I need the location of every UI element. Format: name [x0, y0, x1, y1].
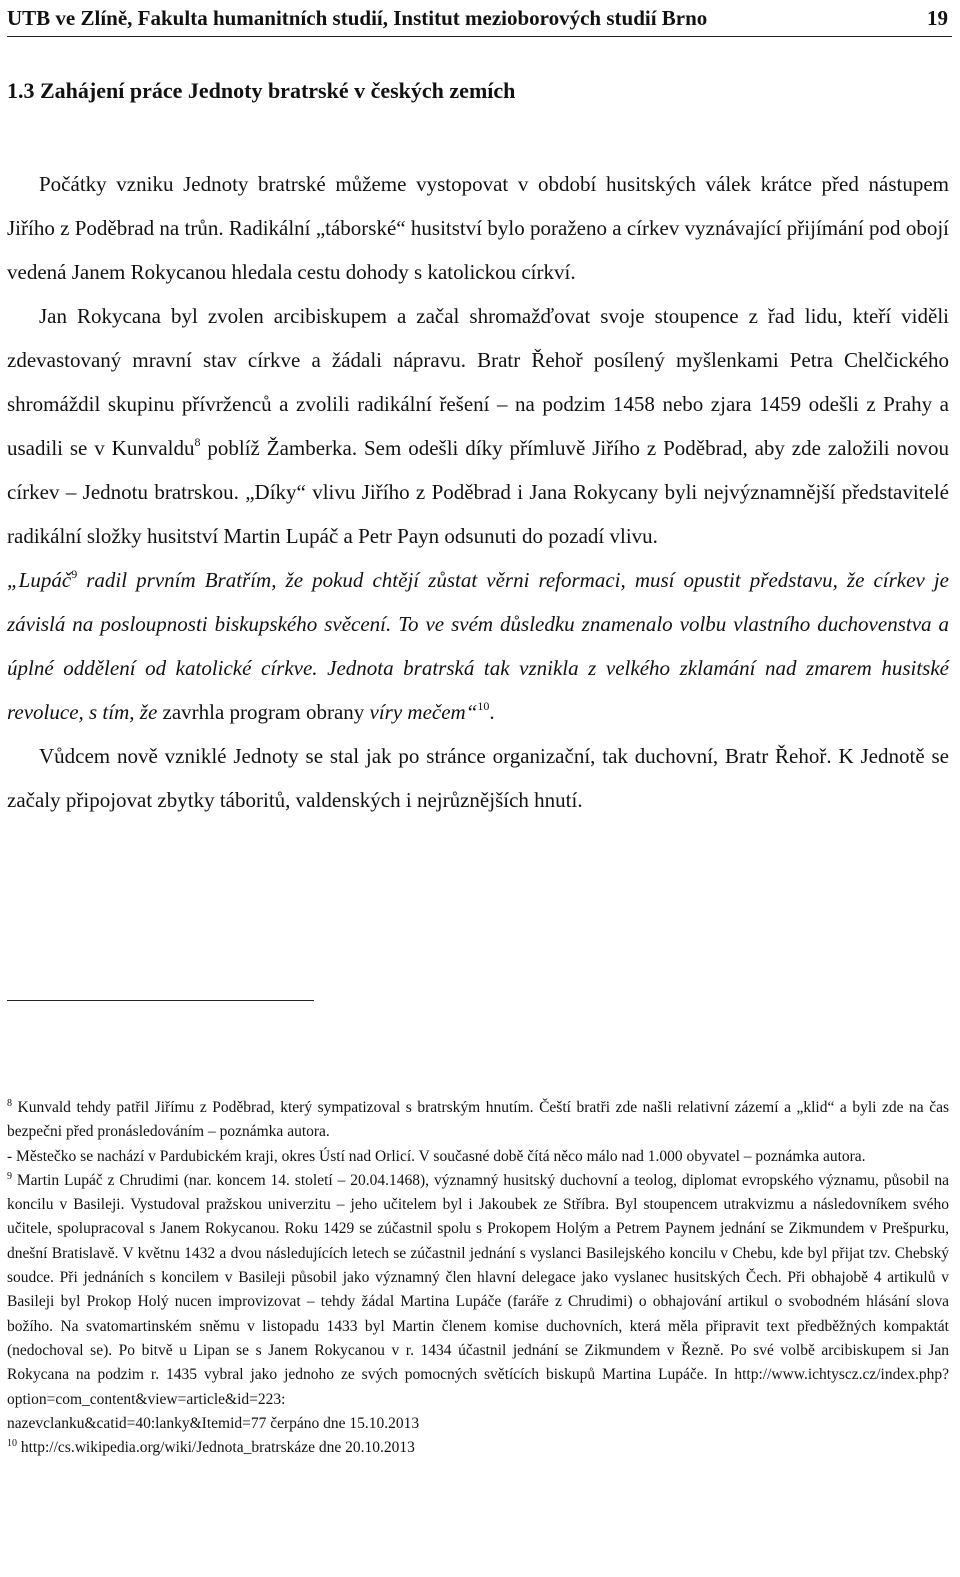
footnote-8-extra: - Městečko se nachází v Pardubickém kraji, okres Ústí nad Orlicí. V současné době čítá něco málo nad 1.000 obyvatel – poznámka autora.: [7, 1147, 866, 1165]
page-header: [7, 0, 952, 37]
footnote-9-number: 9: [7, 1170, 12, 1182]
footnote-8-number: 8: [7, 1098, 12, 1109]
page-number: 19: [927, 5, 948, 30]
quote-text-roman: zavrhla program obrany: [162, 700, 370, 724]
paragraph-2-text-a: Jan Rokycana byl zvolen arcibiskupem a začal shromažďovat svoje stoupence z řad lidu, kteří viděli zdevastovaný mravní stav církve a žádali nápravu. Bratr Řehoř posílený myšlenkami Petra Chelčického shromáždil skupinu přívrženců a zvolili radikální řešení – na podzim 1458 nebo zjara 1459 odešli z Prahy a usadili se v Kunvaldu: [7, 304, 949, 460]
footnote-9-text: Martin Lupáč z Chrudimi (nar. koncem 14. století – 20.04.1468), významný husitský duchovní a teolog, diplomat evropského významu, působil na koncilu v Basileji. Vystudoval pražskou univerzitu – jeho učitelem byl i Jakoubek ze Stříbra. Byl stoupencem utrakvizmu a následovníkem svého učitele, spolupracoval s Janem Rokycanou. Roku 1429 se zúčastnil spolu s Prokopem Holým a Petrem Paynem jednání se Zikmundem v Prešpurku, dnešní Bratislavě. V květnu 1432 a dvou následujících letech se zúčastnil jednání s vyslanci Basilejského koncilu v Chebu, kde byl přijat tzv. Chebský soudce. Při jednáních s koncilem v Basileji působil jako významný člen hlavní delegace jako vyslanec husitských Čech. Při obhajobě 4 artikulů v Basileji byl Prokop Holý nucen improvizovat – tehdy žádal Martina Lupáče (faráře z Chrudimi) o obhajování artikul o svobodném hlásání slova božího. Na svatomartinském sněmu v listopadu 1433 byl Martin členem komise duchovních, která měla připravit text předběžných kompaktát (nedochoval se). Po bitvě u Lipan se s Janem Rokycanou v r. 1434 účastnil jednání se Zikmundem v Řezně. Po své volbě arcibiskupem si Jan Rokycana na podzim r. 1435 vybral jako jednoho ze svých pomocných světících biskupů Martina Lupáče. In http://www.ichtyscz.cz/index.php?option=com_content&view=article&id=223:: [7, 1171, 949, 1408]
quote-text-1: radil prvním Bratřím, že pokud chtějí zůstat věrni reformaci, musí opustit představu, že církev je závislá na posloupnosti biskupského svěcení. To ve svém důsledku znamenalo volbu vlastního duchovenstva a úplné oddělení od katolické církve. Jednota bratrská tak vznikla z velkého zklamání nad zmarem husitské revoluce, s tím, že: [7, 568, 949, 724]
paragraph-2: [7, 294, 949, 558]
section-heading: 1.3 Zahájení práce Jednoty bratrské v českých zemích: [7, 78, 516, 103]
quote-end: .: [489, 700, 495, 724]
footnote-10-number: 10: [7, 1438, 17, 1450]
paragraph-1: Počátky vzniku Jednoty bratrské můžeme vystopovat v období husitských válek krátce před nástupem Jiřího z Poděbrad na trůn. Radikální „táborské“ husitství bylo poraženo a církev vyznávající přijímání pod obojí vedená Janem Rokycanou hledala cestu dohody s katolickou církví.: [7, 172, 949, 284]
main-text: [7, 162, 949, 822]
footnotes: [7, 1096, 949, 1460]
footnote-ref-9: 9: [71, 567, 78, 581]
footnote-10: [7, 1436, 949, 1460]
quotation-paragraph: [7, 558, 949, 734]
paragraph-2-text-b: poblíž Žamberka. Sem odešli díky přímluvě Jiřího z Poděbrad, aby zde založili novou církev – Jednotu bratrskou. „Díky“ vlivu Jiřího z Poděbrad i Jana Rokycany byli nejvýznamnější představitelé radikální složky husitství Martin Lupáč a Petr Payn odsunuti do pozadí vlivu.: [7, 436, 949, 548]
footnote-10-link: http://cs.wikipedia.org/wiki/Jednota_bratrskáze dne 20.10.2013: [17, 1439, 415, 1457]
footnote-8: [7, 1096, 949, 1145]
footnote-8-text: Kunvald tehdy patřil Jiřímu z Poděbrad, který sympatizoval s bratrským hnutím. Čeští bratři zde našli relativní zázemí a „klid“ a byli zde na čas bezpečni před pronásledováním – poznámka autora.: [7, 1099, 949, 1141]
footnote-ref-10: 10: [477, 699, 490, 713]
quote-text-2: víry mečem“: [369, 700, 478, 724]
footnote-ref-8: 8: [194, 435, 201, 449]
quote-open: „Lupáč: [7, 568, 72, 592]
header-institution: UTB ve Zlíně, Fakulta humanitních studií, Institut mezioborových studií Brno: [7, 5, 708, 30]
footnote-9-url-tail: nazevclanku&catid=40:lanky&Itemid=77 čerpáno dne 15.10.2013: [7, 1414, 420, 1432]
paragraph-4: Vůdcem nově vzniklé Jednoty se stal jak po stránce organizační, tak duchovní, Bratr Řehoř. K Jednotě se začaly připojovat zbytky táboritů, valdenských i nejrůznějších hnutí.: [7, 744, 949, 812]
footnote-separator: [7, 1000, 314, 1001]
footnote-9: [7, 1169, 949, 1412]
